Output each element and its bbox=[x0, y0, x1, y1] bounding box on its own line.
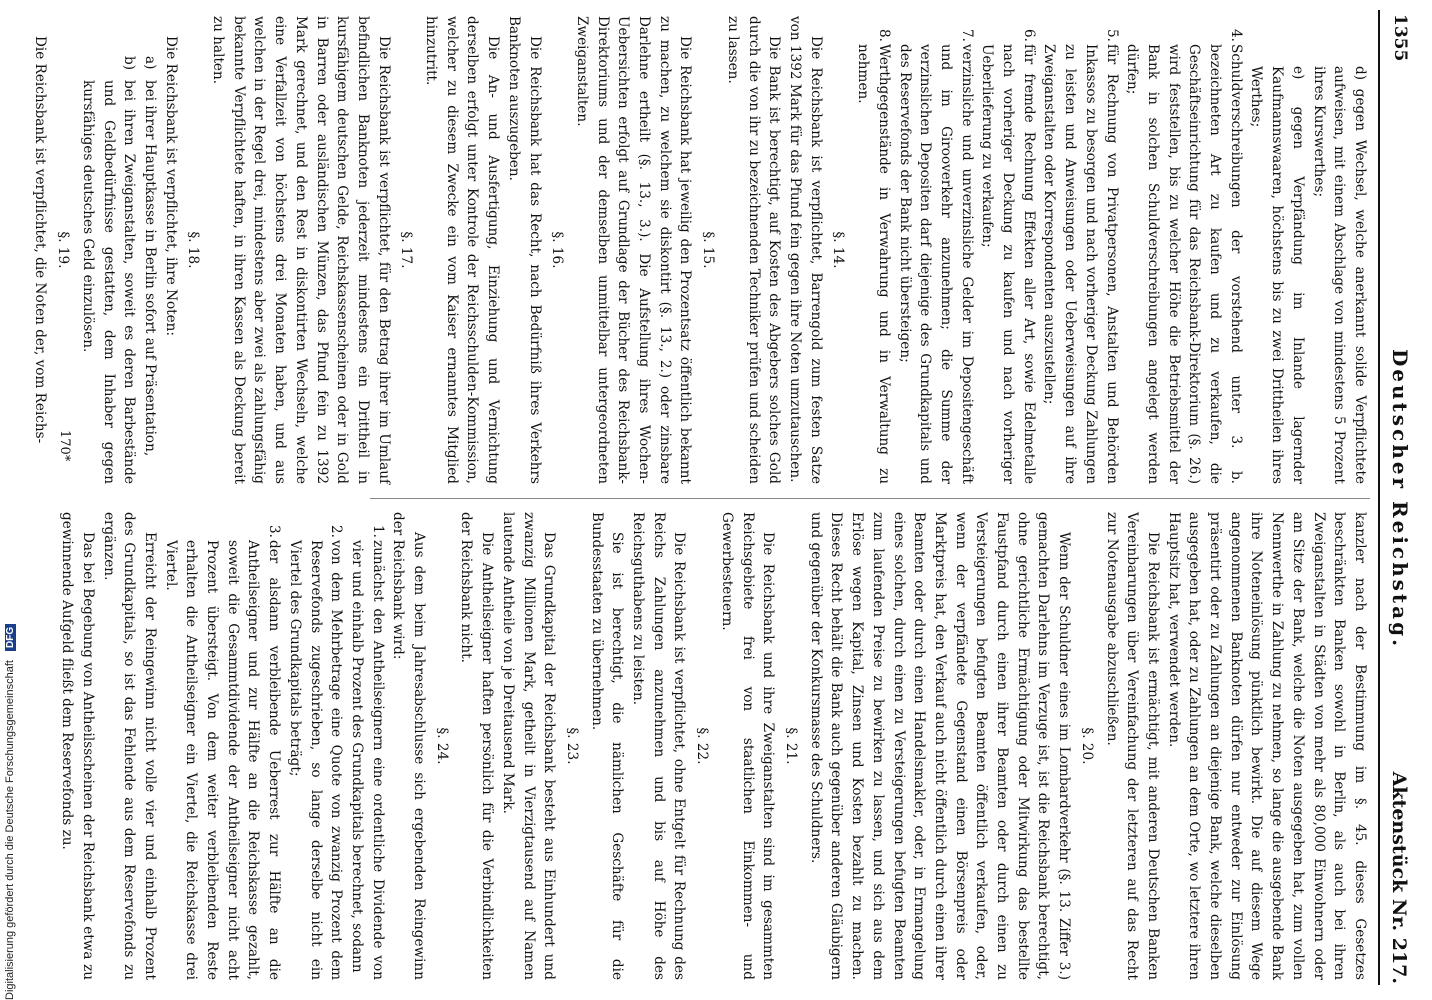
section-heading: §. 23. bbox=[563, 727, 580, 765]
paragraph: Die Reichsbank ist verpflichtet, für den Betrag ihrer im Umlauf befindlichen Banknoten jederzeit mindestens ein Drittheil in kursfähigem deutschen Gelde, Reichskassenscheinen oder in Gold in Barren oder ausländischen Münzen, das Pfund fein zu 1392 Mark gerechnet, und den Rest in diskontirten Wechseln, welche eine Verfallzeit von höchstens drei Monaten haben, und aus welchen in der Regel drei, mindestens aber zwei als zahlungsfähig bekannte Verpflichtete haften, in ihren Kassen als Deckung bereit zu halten. bbox=[210, 16, 392, 484]
paragraph: Die Reichsbank ist verpflichtet, ihre Noten: bbox=[162, 36, 179, 337]
list-item: 8.Werthgegenstände in Verwahrung und in Verwaltung zu nehmen. bbox=[855, 29, 892, 484]
section-heading: §. 19. bbox=[55, 231, 72, 269]
paragraph: Die Reichsbank hat das Recht, nach Bedürfniß ihres Verkehrs Banknoten auszugeben. bbox=[505, 16, 543, 484]
paragraph: Die An- und Ausfertigung, Einziehung und Vernichtung derselben erfolgt unter Kontrole der Reichsschulden-Kommission, welcher zu diesem Zwecke ein vom Kaiser ernanntes Mitglied hinzutritt. bbox=[423, 16, 502, 484]
paragraph: kanzler nach der Bestimmung im §. 45. dieses Gesetzes beschränkten Banken sowohl in Berlin, als auch bei ihren Zweiganstalten in Städten von mehr als 80,000 Einwohnern oder am Sitze der Bank, welche die Noten ausgegeben hat, zum vollen Nennwerthe in Zahlung zu nehmen, so lange die ausgebende Bank ihre Noteneinlösung pünktlich bewirkt. Die auf diesem Wege angenommenen Banknoten dürfen nur entweder zur Einlösung präsentirt oder zu Zahlungen an diejenige Bank, welche dieselben ausgegeben hat, oder zu Zahlungen an dem Orte, wo letztere ihren Hauptsitz hat, verwendet werden. bbox=[1165, 512, 1368, 980]
list-item: 4.Schuldverschreibungen der vorstehend unter 3. b. bezeichneten Art zu kaufen und zu verkaufen, die Geschäftseinrichtung für das Reichsbank-Direktorium (§. 26.) wird feststellen, bis zu welcher Höhe die Betriebsmittel der Bank in solchen Schuldverschreibungen angelegt werden dürfen; bbox=[1124, 29, 1244, 484]
list-item: e) gegen Verpfändung im Inlande lagernder Kaufmannswaaren, höchstens bis zu zwei Drittheilen ihres Werthes; bbox=[1248, 66, 1306, 484]
dfg-logo: DFG bbox=[5, 624, 16, 651]
paragraph: Erreicht der Reingewinn nicht volle vier und einhalb Prozent des Grundkapitals, so ist das Fehlende aus dem Reservefonds zu ergänzen. bbox=[100, 512, 158, 980]
page-title: Deutscher Reichstag. bbox=[1388, 348, 1412, 650]
signature-mark: 170* bbox=[57, 430, 72, 462]
list-item: b)bei ihren Zweiganstalten, soweit es deren Barbestände und Geldbedürfnisse gestatten, dem Inhaber gegen kursfähiges deutsches Geld einzulösen. bbox=[79, 56, 138, 484]
paragraph: Die Reichsbank ist verpflichtet, ohne Entgelt für Rechnung des Reichs Zahlungen anzunehmen und bis auf Höhe des Reichsguthabens zu leisten. bbox=[630, 512, 688, 980]
digitization-note bbox=[4, 600, 22, 1000]
paragraph: Die Antheilseigner haften persönlich für die Verbindlichkeiten der Reichsbank nicht. bbox=[458, 512, 496, 980]
paragraph: Die Reichsbank und ihre Zweiganstalten sind im gesammten Reichsgebiete frei von staatlichen Einkommen- und Gewerbesteuern. bbox=[718, 512, 777, 980]
list-item: 7.verzinsliche und unverzinsliche Gelder im Depositengeschäft und im Girooverkehr anzunehmen; die Summe der verzinslichen Depositen darf diejenige des Grundkapitals und des Reservefonds der Bank nicht übersteigen; bbox=[896, 29, 975, 484]
section-heading: §. 20. bbox=[1078, 727, 1095, 765]
paragraph: Die Reichsbank ist verpflichtet, die Noten der, vom Reichs- bbox=[32, 36, 49, 444]
paragraph: Aus dem beim Jahresabschlusse sich ergebenden Reingewinn der Reichsbank wird: bbox=[390, 512, 428, 980]
right-column bbox=[56, 512, 1370, 980]
list-item: 2.von dem Mehrbetrage eine Quote von zwanzig Prozent dem Reservefonds zugeschrieben, so lange derselbe nicht ein Viertel des Grundkapitals beträgt; bbox=[286, 525, 345, 980]
header-rule bbox=[1378, 10, 1380, 985]
section-heading: §. 21. bbox=[783, 727, 800, 765]
section-heading: §. 14. bbox=[830, 231, 847, 269]
page-header bbox=[1384, 14, 1414, 984]
page-number: 1355 bbox=[1390, 14, 1410, 62]
left-column bbox=[30, 16, 1370, 484]
paragraph: Die Reichsbank ist ermächtigt, mit anderen Deutschen Banken Vereinbarungen über Vereinfachung der letzteren auf das Recht zur Notenausgabe abzuschließen. bbox=[1103, 512, 1161, 980]
list-item: d) gegen Wechsel, welche anerkannt solide Verpflichtete aufweisen, mit einem Abschlage von mindestens 5 Prozent ihres Kurswerthes; bbox=[1310, 66, 1368, 484]
section-heading: §. 22. bbox=[694, 727, 711, 765]
digitization-note-text: Digitalisierung gefördert durch die Deutsche Forschungsgemeinschaft bbox=[4, 660, 16, 1000]
list-item: 3.der alsdann verbleibende Ueberrest zur Hälfte an die Antheilseigner und zur Hälfte an die Reichskasse gezahlt, soweit die Gesammtdividende der Antheilseigner nicht acht Prozent übersteigt. Von dem weiter verbleibenden Reste erhalten die Antheilseigner ein Viertel, die Reichskasse drei Viertel. bbox=[162, 525, 283, 980]
section-heading: §. 17. bbox=[398, 231, 415, 269]
section-heading: §. 24. bbox=[433, 727, 450, 765]
list-item: 6.für fremde Rechnung Effekten aller Art, sowie Edelmetalle nach vorheriger Deckung zu kaufen und nach vorheriger Ueberlieferung zu verkaufen; bbox=[979, 29, 1037, 484]
paragraph: Die Reichsbank hat jeweilig den Prozentsatz öffentlich bekannt zu machen, zu welchem sie diskontirt (§. 13., 2.) oder zinsbare Darlehne ertheilt (§. 13., 3.). Die Aufstellung ihres Wochen-Uebersichten erfolgt auf Grundlage der Bücher des Reichsbank-Direktoriums und der demselben unmittelbar untergeordneten Zweiganstalten. bbox=[573, 16, 694, 484]
list-item: a)bei ihrer Hauptkasse in Berlin sofort auf Präsentation, bbox=[141, 56, 158, 457]
section-heading: §. 15. bbox=[700, 231, 717, 269]
section-heading: §. 16. bbox=[549, 231, 566, 269]
paragraph: Sie ist berechtigt, die nämlichen Geschäfte für die Bundesstaaten zu übernehmen. bbox=[588, 512, 626, 980]
paragraph: Das bei Begebung von Antheilsscheinen der Reichsbank etwa zu gewinnende Aufgeld fließt dem Reservefonds zu. bbox=[59, 512, 96, 980]
column-divider bbox=[370, 498, 1370, 499]
section-heading: §. 18. bbox=[185, 231, 202, 269]
paragraph: Wenn der Schuldner eines im Lombardverkehr (§. 13. Ziffer 3.) gemachten Darlehns im Verzuge ist, ist die Reichsbank berechtigt, ohne gerichtliche Ermächtigung oder Mitwirkung das bestellte Faustpfand durch einen ihrer Beamten oder durch einen zu Versteigerungen befugten Beamten öffentlich verkaufen, oder, wenn der verpfändete Gegenstand einen Börsenpreis oder Marktpreis hat, den Verkauf auch nicht öffentlich durch einen ihrer Beamten oder durch einen Handelsmakler, oder, in Ermangelung eines solchen, durch einen zu Versteigerungen befugten Beamten zum laufenden Preise zu bewirken zu lassen, und sich aus dem Erlöse wegen Kapital, Zinsen und Kosten bezahlt zu machen. Dieses Recht behält die Bank auch gegenüber anderen Gläubigern und gegenüber der Konkursmasse des Schuldners. bbox=[807, 512, 1073, 980]
list-item: 1.zunächst den Antheilseignern eine ordentliche Dividende von vier und einhalb Prozent des Grundkapitals berechnet, sodann bbox=[348, 525, 386, 980]
paragraph: Die Reichsbank ist verpflichtet, Barrengold zum festen Satze von 1392 Mark für das Pfund fein gegen ihre Noten umzutauschen. bbox=[787, 16, 824, 484]
paragraph: Die Bank ist berechtigt, auf Kosten des Abgebers solches Gold durch die von ihr zu bezeichnenden Techniker prüfen und scheiden zu lassen. bbox=[724, 16, 783, 484]
paragraph: Das Grundkapital der Reichsbank besteht aus Einhundert und zwanzig Millionen Mark, getheilt in Vierzigtausend auf Namen lautende Antheile von je Dreitausend Mark. bbox=[499, 512, 558, 980]
list-item: 5.für Rechnung von Privatpersonen, Anstalten und Behörden Inkassos zu besorgen und nach vorheriger Deckung Zahlungen zu leisten und Anweisungen oder Ueberweisungen auf ihre Zweiganstalten oder Korrespondenten auszustellen; bbox=[1041, 29, 1120, 484]
document-number: Aktenstück Nr. 217. bbox=[1388, 771, 1410, 984]
